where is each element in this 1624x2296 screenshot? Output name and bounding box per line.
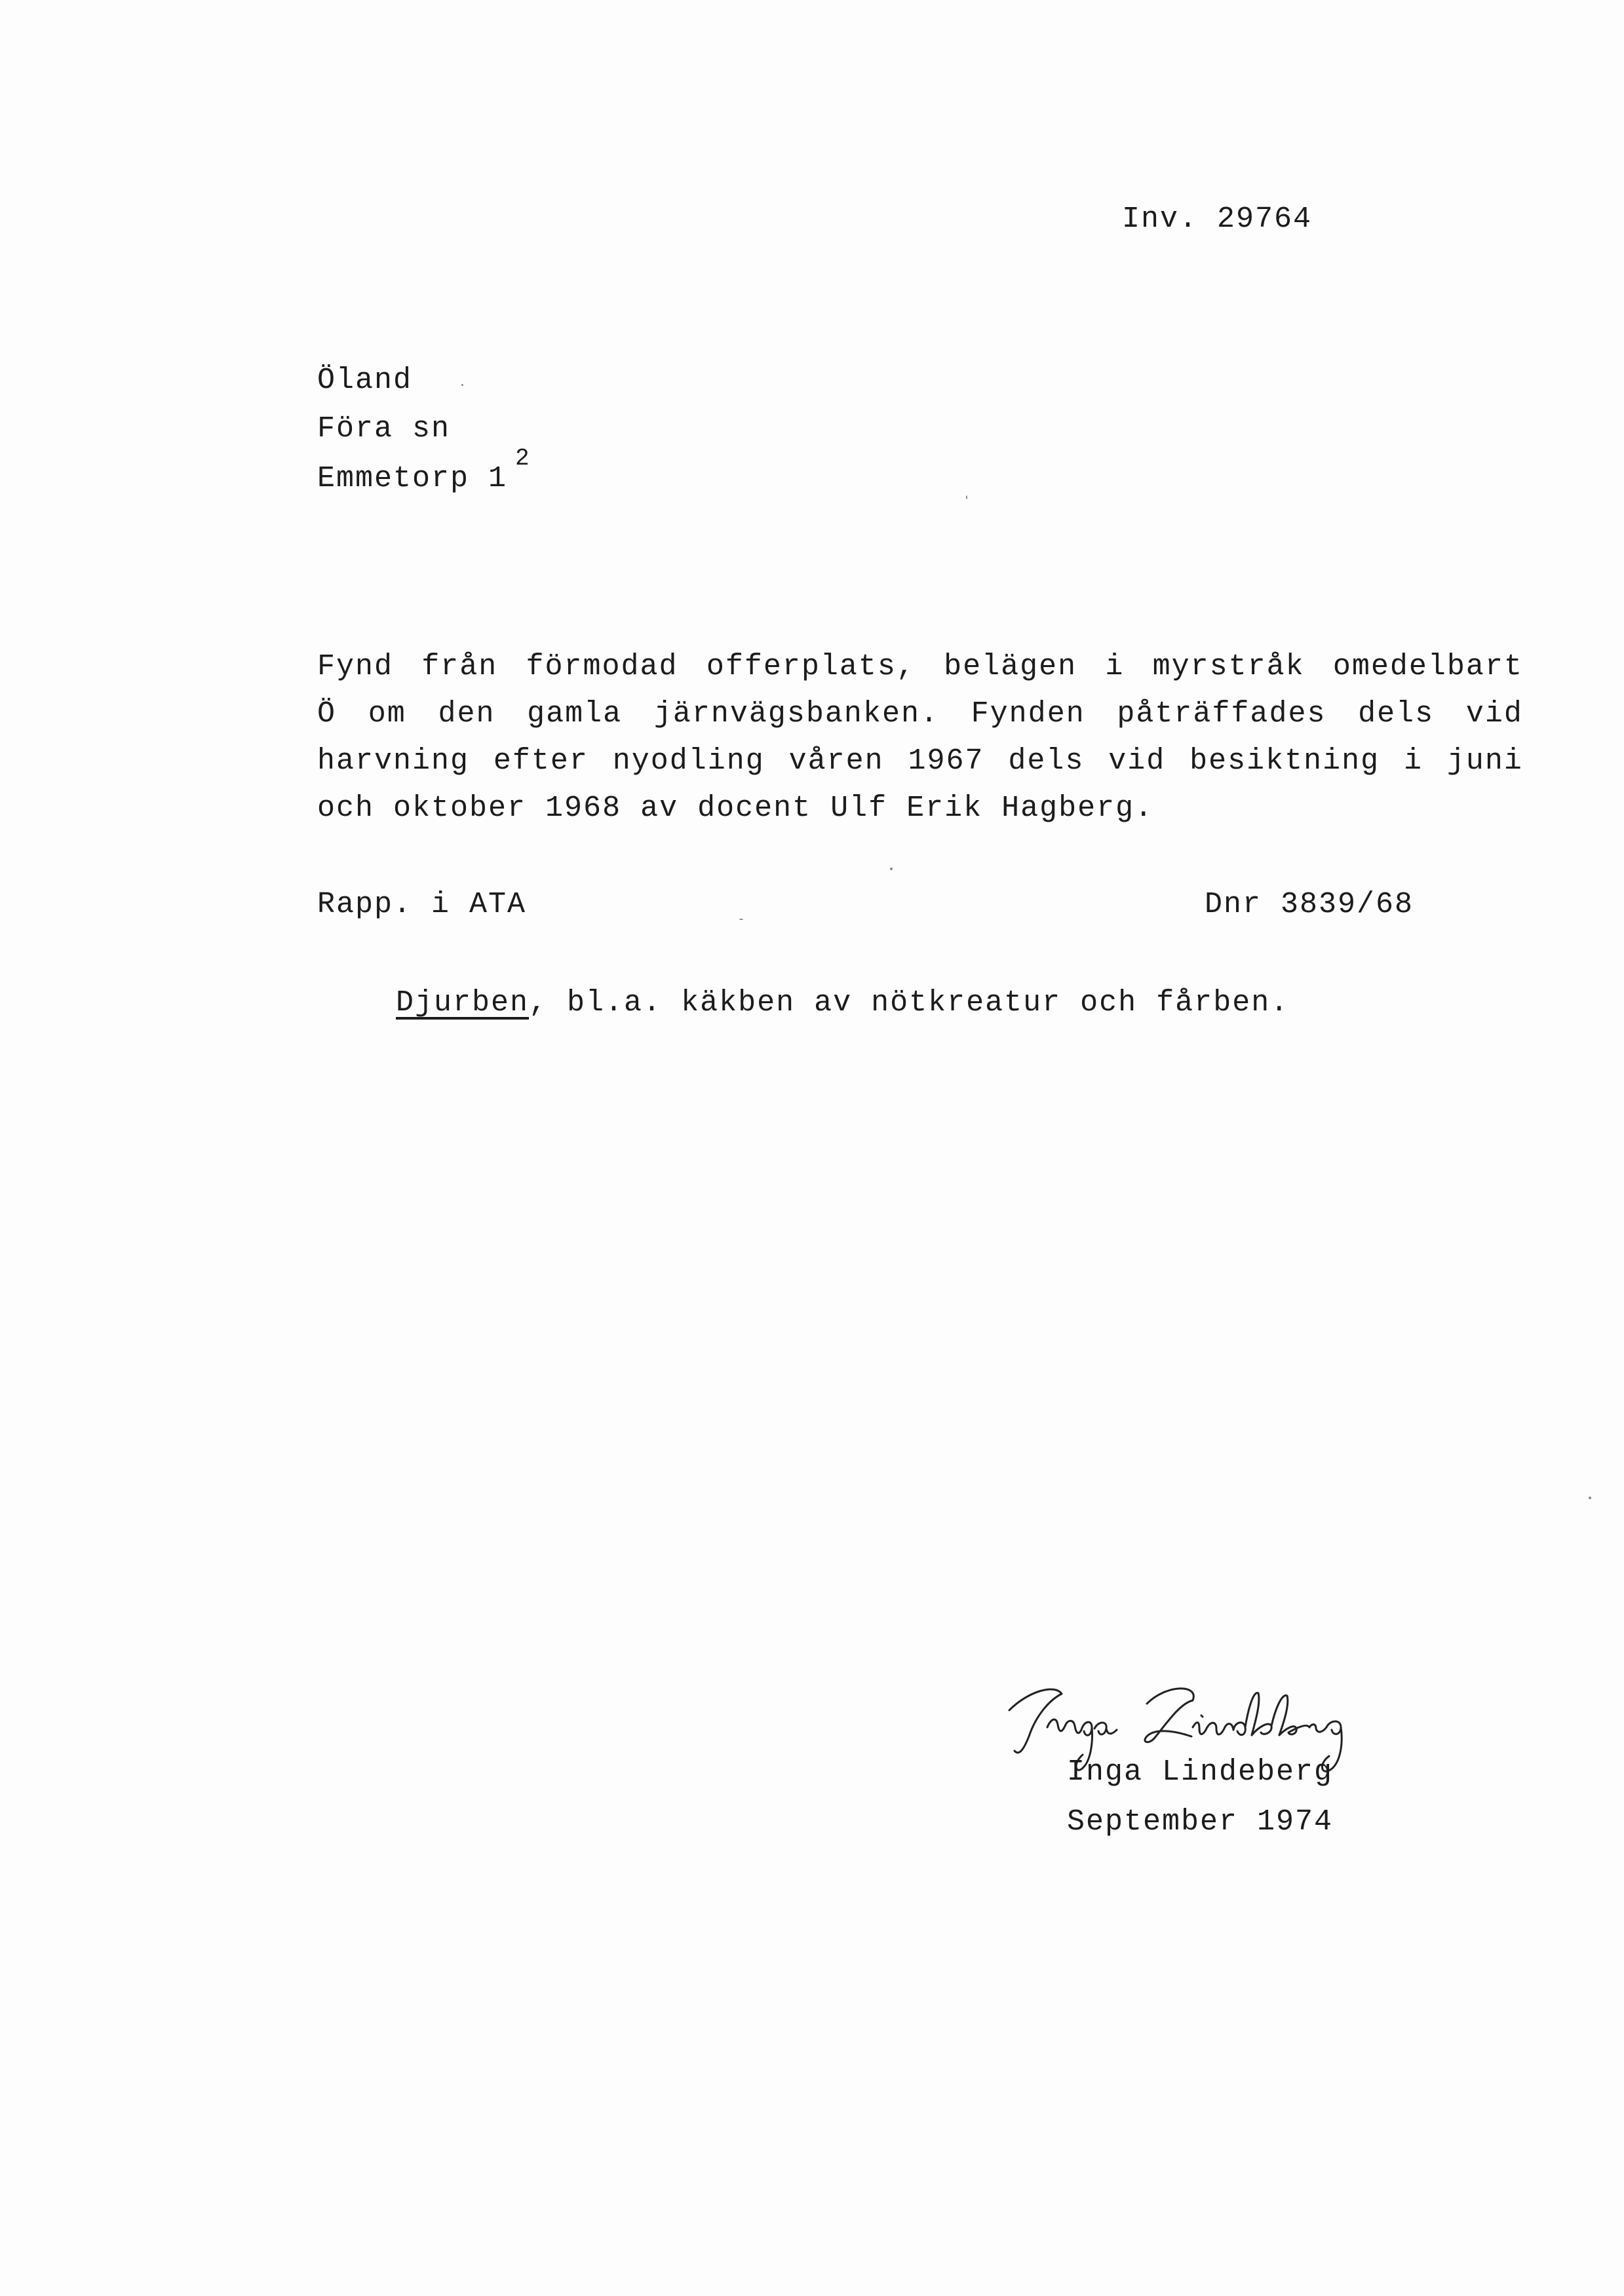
description-word: Fynd	[317, 650, 394, 683]
description-word: våren	[788, 744, 884, 778]
description-line	[317, 738, 1523, 785]
description-word: juni	[1446, 744, 1523, 778]
description-word: omedelbart	[1332, 650, 1523, 683]
inventory-number: Inv. 29764	[1122, 202, 1313, 236]
description-word: vid	[1465, 697, 1523, 731]
description-word: Ö	[317, 697, 337, 731]
location-site: Emmetorp 1	[317, 462, 508, 495]
paper-speck	[739, 919, 743, 920]
description-word: påträffades	[1117, 697, 1326, 731]
paper-speck	[461, 384, 463, 386]
description-word: om	[368, 697, 406, 731]
description-word: järnvägsbanken.	[653, 697, 939, 731]
description-word: besiktning	[1189, 744, 1380, 778]
finds-details: , bl.a. käkben av nötkreatur och fårben.	[529, 986, 1290, 1020]
description-word: harvning	[317, 744, 470, 778]
description-word: nyodling	[612, 744, 765, 778]
description-word: från	[421, 650, 498, 683]
description-line	[317, 643, 1523, 691]
paper-speck	[890, 868, 893, 870]
description-word: i	[1404, 744, 1423, 778]
description-line	[317, 691, 1523, 738]
description-word: dels	[1358, 697, 1435, 731]
signature-date: September 1974	[1067, 1805, 1334, 1839]
location-region: Öland	[317, 364, 413, 397]
description-word: i	[1105, 650, 1125, 683]
registration-number: Dnr 3839/68	[1205, 888, 1414, 921]
description-line: och oktober 1968 av docent Ulf Erik Hagberg.	[317, 792, 1154, 825]
description-word: efter	[493, 744, 589, 778]
description-word: dels	[1008, 744, 1085, 778]
description-word: gamla	[527, 697, 623, 731]
paper-speck	[966, 495, 967, 499]
finds-category: Djurben	[396, 986, 530, 1020]
description-word: förmodad	[526, 650, 678, 683]
location-site-superscript: 2	[515, 445, 530, 472]
description-word: 1967	[908, 744, 984, 778]
description-word: offerplats,	[706, 650, 916, 683]
paper-speck	[1589, 1497, 1591, 1499]
description-word: myrstråk	[1152, 650, 1305, 683]
report-reference: Rapp. i ATA	[317, 888, 527, 921]
location-parish: Föra sn	[317, 412, 451, 446]
description-word: belägen	[944, 650, 1077, 683]
description-word: vid	[1108, 744, 1166, 778]
description-word: Fynden	[971, 697, 1085, 731]
signatory-name: Inga Lindeberg	[1067, 1755, 1334, 1789]
finds-line	[396, 988, 1289, 1018]
description-word: den	[438, 697, 495, 731]
find-description	[317, 643, 1523, 832]
